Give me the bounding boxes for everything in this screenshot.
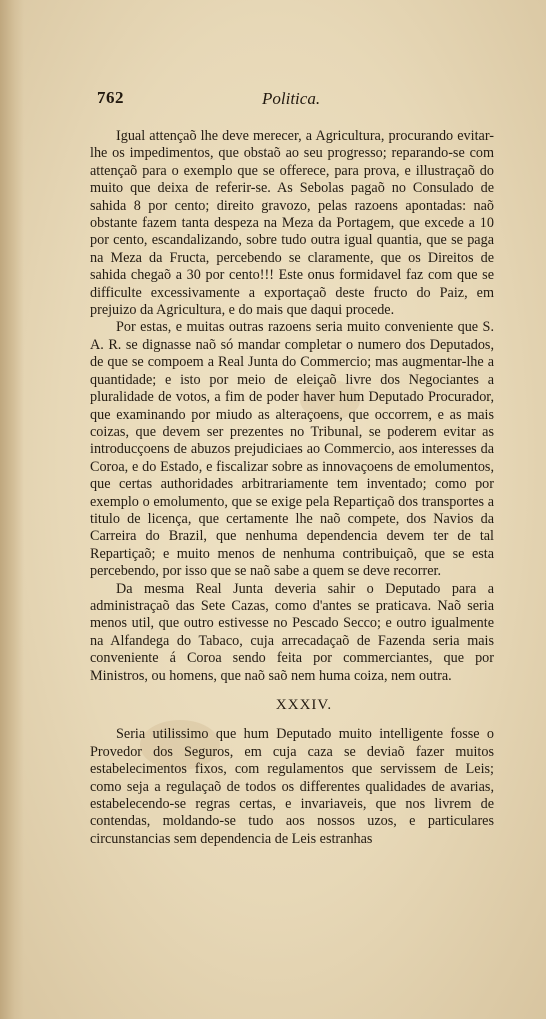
text-body bbox=[90, 128, 494, 848]
page-number: 762 bbox=[97, 88, 124, 107]
running-title: Politica. bbox=[262, 89, 321, 108]
page-gutter bbox=[0, 0, 24, 1019]
paragraph: Seria utilissimo que hum Deputado muito intelligente fosse o Provedor dos Seguros, em cuja caza se deviaõ fazer muitos estabelecimentos fixos, com regulamentos que servissem de Leis; como seja a regulaçaõ de todos os differentes qualidades de avarias, estabelecendo-se regras certas, e invariaveis, que nos livrem de contendas, moldando-se tudo aos nossos uzos, e particulares circunstancias sem dependencia de Leis estranhas bbox=[90, 726, 494, 847]
paragraph: Igual attençaõ lhe deve merecer, a Agricultura, procurando evitar-lhe os impedimentos, que obstaõ ao seu progresso; reparando-se com attençaõ para o exemplo que se offerece, para prova, e illustraçaõ do muito que deixa de referir-se. As Sebolas pagaõ no Consulado de sahida 8 por cento; direito gravozo, pelas razoens apontadas: naõ obstante fazem tanta despeza na Meza da Portagem, que excede a 10 por cento, escandalizando, sobre tudo outra igual quantia, que se paga na Meza da Fructa, percebendo se claramente, que os Direitos de sahida chegaõ a 30 por cento!!! Este onus formidavel faz com que se difficulte excessivamente a exportaçaõ deste fructo do Paiz, em prejuizo da Agricultura, e do mais que daqui procede. bbox=[90, 128, 494, 319]
section-heading: XXXIV. bbox=[275, 697, 333, 713]
paragraph: Por estas, e muitas outras razoens seria muito conveniente que S. A. R. se dignasse naõ só mandar completar o numero dos Deputados, de que se compoem a Real Junta do Commercio; mas augmentar-lhe a quantidade; e isto por meio de eleiçaõ livre dos Negociantes a pluralidade de votos, a fim de poder haver hum Deputado Procurador, que examinando por miudo as alteraçoens, que occorrem, e as mais coizas, que devem ser prezentes no Tribunal, se poderem evitar as introducçoens de abuzos prejudiciaes ao Commercio, aos interesses da Coroa, e do Estado, e fiscalizar sobre as innovaçoens de emolumentos, que certas authoridades arbitrariamente tem inventado; como por exemplo o emolumento, que se exige pela Repartiçaõ dos transportes a titulo de licença, que certamente lhe naõ compete, dos Navios da Carreira do Brazil, que nenhuma dependencia devem ter de tal Repartiçaõ; e muito menos de nenhuma contribuiçaõ, que se esta percebendo, por isso que se naõ sabe a quem se deve recorrer. bbox=[90, 319, 494, 580]
page-header bbox=[97, 88, 497, 114]
paragraph: Da mesma Real Junta deveria sahir o Deputado para a administraçaõ das Sete Cazas, como d'antes se praticava. Naõ seria menos util, que outro estivesse no Pescado Secco; e outro igualmente na Alfandega do Tabaco, cuja arrecadaçaõ de Fazenda seria mais conveniente á Coroa sendo feita por commerciantes, que por Ministros, ou homens, que naõ saõ nem huma coiza, nem outra. bbox=[90, 580, 494, 684]
